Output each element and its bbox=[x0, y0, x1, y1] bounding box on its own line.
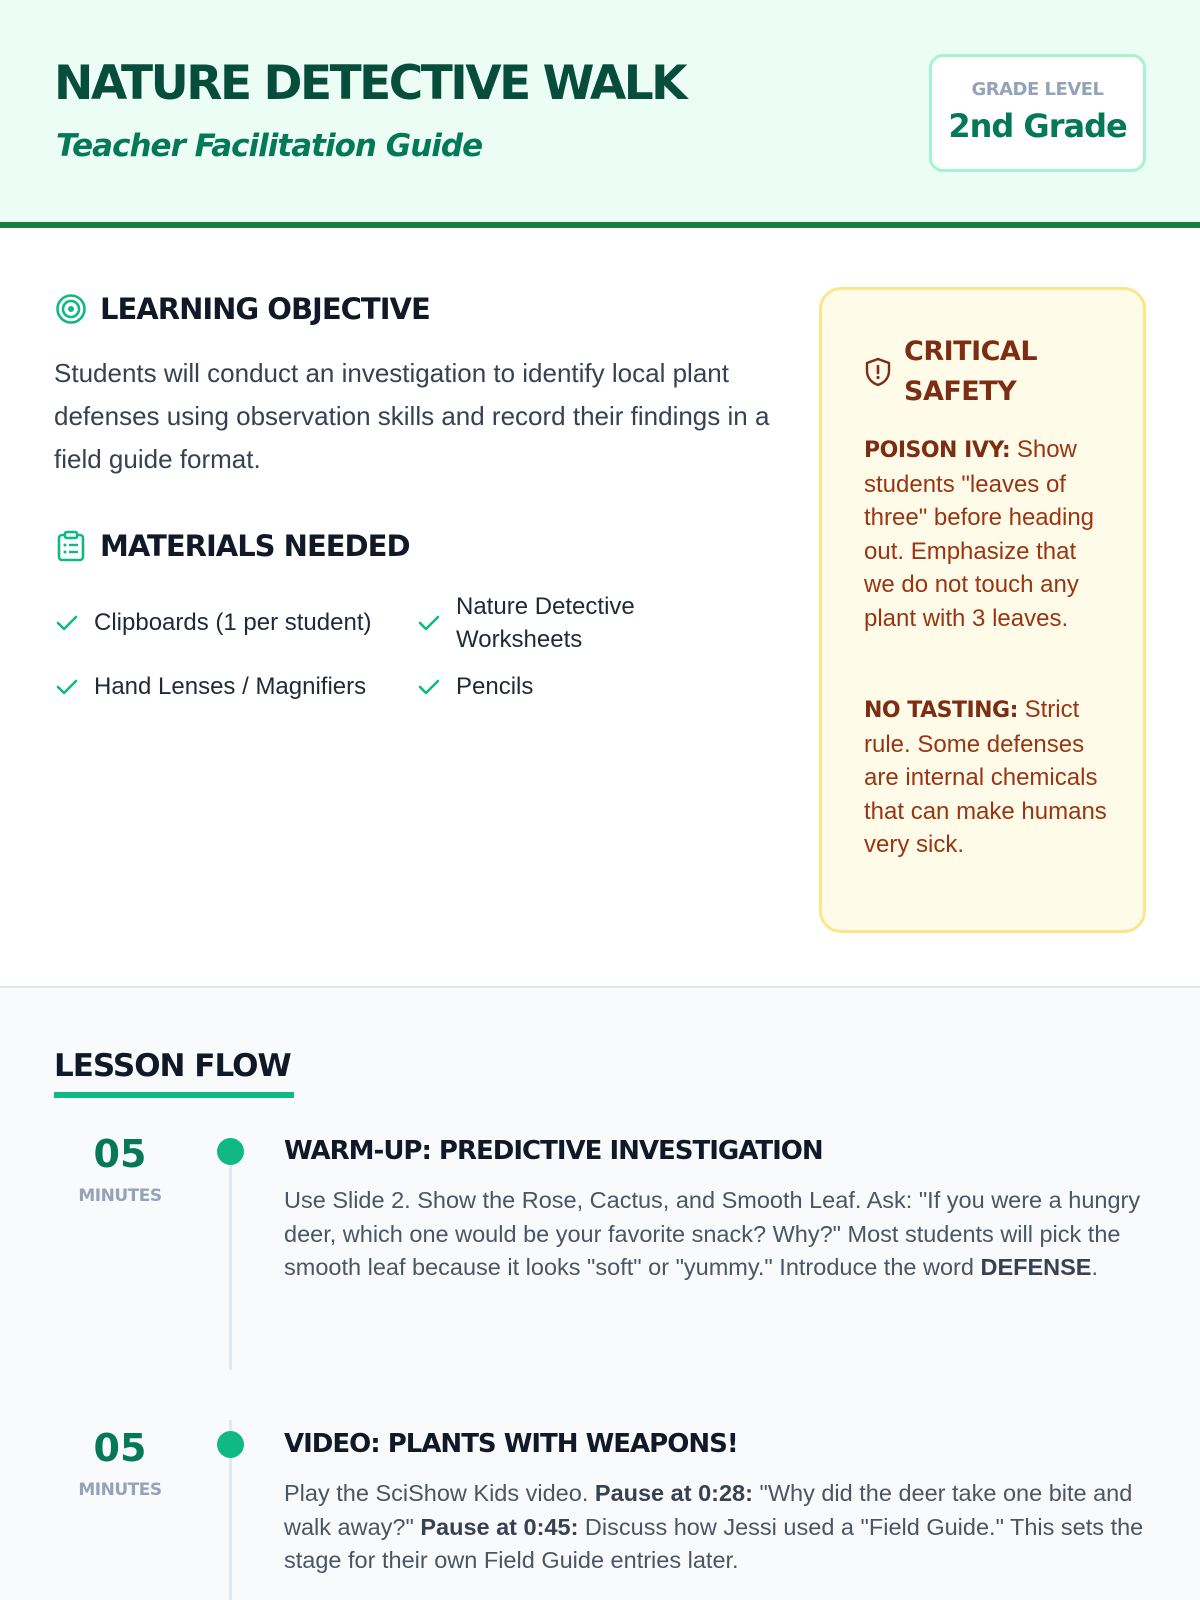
shield-icon bbox=[864, 357, 892, 387]
safety-rule-no-tasting bbox=[864, 693, 1112, 862]
page-subtitle: Teacher Facilitation Guide bbox=[56, 128, 483, 164]
step-minutes-unit: MINUTES bbox=[78, 1480, 162, 1500]
section-title: MATERIALS NEEDED bbox=[100, 529, 410, 563]
step-text: "Why did the deer take one bite and walk away?" bbox=[284, 1480, 1133, 1540]
step-text: . bbox=[1091, 1254, 1098, 1280]
grade-level-label: GRADE LEVEL bbox=[971, 79, 1104, 100]
learning-objective-heading bbox=[54, 292, 430, 326]
safety-rule-label: NO TASTING: bbox=[864, 698, 1018, 723]
timeline-dot bbox=[217, 1431, 244, 1458]
material-label: Hand Lenses / Magnifiers bbox=[94, 673, 367, 700]
header bbox=[0, 0, 1200, 228]
step-keyword: Pause at 0:28: bbox=[594, 1480, 753, 1506]
step-minutes-unit: MINUTES bbox=[78, 1186, 162, 1206]
material-item bbox=[54, 670, 366, 703]
step-description bbox=[284, 1184, 1150, 1285]
step-title: VIDEO: PLANTS WITH WEAPONS! bbox=[284, 1429, 738, 1459]
check-icon bbox=[54, 674, 80, 700]
heading-underline bbox=[54, 1092, 294, 1098]
material-label: Clipboards (1 per student) bbox=[94, 609, 372, 636]
material-label: Nature Detective Worksheets bbox=[456, 593, 635, 653]
critical-safety-box bbox=[819, 287, 1146, 933]
safety-heading bbox=[864, 332, 1104, 412]
safety-rule-poison-ivy bbox=[864, 433, 1112, 635]
lesson-flow-heading: LESSON FLOW bbox=[54, 1048, 291, 1084]
material-item bbox=[54, 606, 371, 639]
material-label: Pencils bbox=[456, 673, 534, 700]
material-item bbox=[416, 590, 656, 656]
step-minutes: 05 bbox=[93, 1426, 147, 1470]
check-icon bbox=[416, 674, 442, 700]
step-minutes: 05 bbox=[93, 1132, 147, 1176]
section-title: LEARNING OBJECTIVE bbox=[100, 292, 430, 326]
step-keyword: Pause at 0:45: bbox=[420, 1513, 579, 1540]
step-keyword: DEFENSE bbox=[980, 1254, 1092, 1280]
materials-heading bbox=[54, 529, 410, 563]
step-description bbox=[284, 1477, 1150, 1578]
step-text: Use Slide 2. Show the Rose, Cactus, and Smooth Leaf. Ask: "If you were a hungry deer, which one would be your favorite snack? Why?" Most students will pick the smooth leaf because it looks "soft" or "yummy." Introduce the word bbox=[284, 1187, 1141, 1280]
grade-level-badge bbox=[929, 54, 1146, 172]
safety-title: CRITICAL SAFETY bbox=[904, 336, 1038, 407]
check-icon bbox=[416, 610, 442, 636]
clipboard-icon bbox=[54, 529, 88, 563]
step-title: WARM-UP: PREDICTIVE INVESTIGATION bbox=[284, 1136, 823, 1166]
check-icon bbox=[54, 610, 80, 636]
timeline-dot bbox=[217, 1138, 244, 1165]
target-icon bbox=[54, 292, 88, 326]
grade-level-value: 2nd Grade bbox=[948, 107, 1127, 145]
safety-rule-text: Strict rule. Some defenses are internal chemicals that can make humans very sick. bbox=[864, 696, 1107, 858]
timeline-line bbox=[229, 1165, 232, 1370]
page-title: NATURE DETECTIVE WALK bbox=[54, 56, 686, 111]
step-text: Play the SciShow Kids video. bbox=[284, 1480, 595, 1506]
objective-text: Students will conduct an investigation to identify local plant defenses using observation skills and record their findings in a field guide format. bbox=[54, 358, 770, 474]
material-item bbox=[416, 670, 533, 703]
safety-rule-label: POISON IVY: bbox=[864, 438, 1011, 463]
step-text: Discuss how Jessi used a "Field Guide." This sets the stage for their own Field Guide entries later. bbox=[284, 1513, 1144, 1573]
safety-rule-text: Show students "leaves of three" before heading out. Emphasize that we do not touch any plant with 3 leaves. bbox=[864, 436, 1095, 632]
